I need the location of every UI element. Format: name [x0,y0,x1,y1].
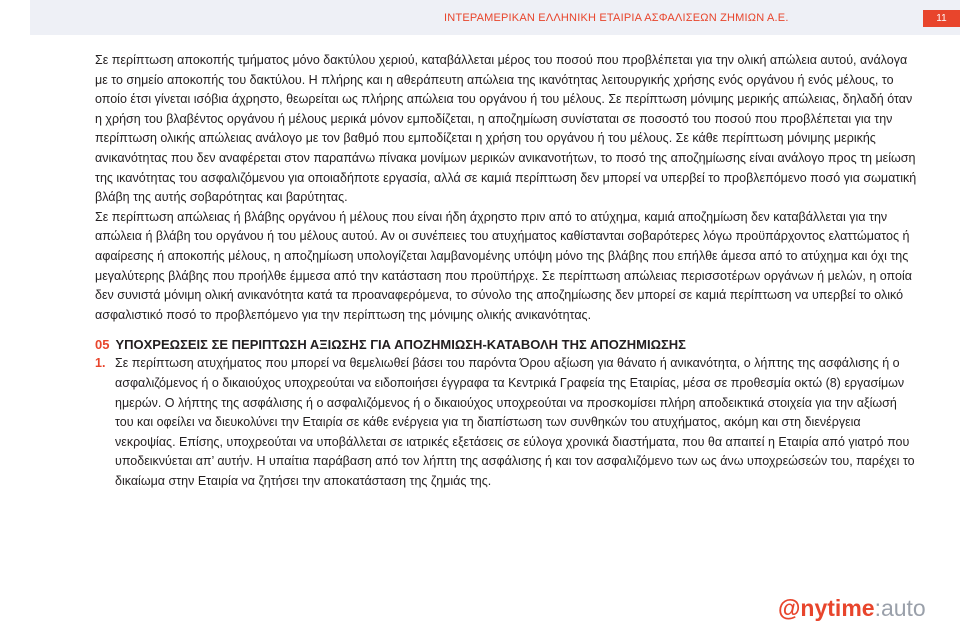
logo-brand: @nytime [778,595,875,621]
list-item-number: 1. [95,356,106,371]
logo-suffix: :auto [874,595,926,621]
company-name: ΙΝΤΕΡΑΜΕΡΙΚΑΝ ΕΛΛΗΝΙΚΗ ΕΤΑΙΡΙΑ ΑΣΦΑΛΙΣΕΩΝ ΖΗΜΙΩΝ Α.Ε. [444,12,789,24]
page-number-badge: 11 [923,10,960,27]
body-paragraph: Σε περίπτωση αποκοπής τμήματος μόνο δακτύλου χεριού, καταβάλλεται μέρος του ποσού που προβλέπεται για την ολική απώλεια αυτού, ανάλογα με το σημείο αποκοπής του δακτύλου. Η πλήρης και η αθεράπευτη απώλεια της ικανότητας λειτουργικής χρήσης ενός οργάνου ή ενός μέλους, το οποίο έτσι γίνεται ισόβια άχρηστο, θεωρείται ως πλήρης απώλεια του οργάνου ή του μέλους. Σε περίπτωση μόνιμης μερικής απώλειας, δηλαδή όταν η χρήση του βλαβέντος οργάνου ή μέλους μερικά μόνον εμποδίζεται, η αποζημίωση συνίσταται σε ποσοστό του ποσού που προβλέπεται για την περίπτωση ολικής απώλειας ανάλογο με τον βαθμό που εμποδίζεται η χρήση του οργάνου ή του μέλους. Σε κάθε περίπτωση μόνιμης μερικής ανικανότητας που δεν αναφέρεται στον παραπάνω πίνακα μονίμων μερικών ανικανοτήτων, το ποσό της αποζημίωσης είναι ανάλογο προς τη μείωση της ικανότητας του ασφαλιζόμενου για οποιαδήποτε εργασία, αλλά σε καμιά περίπτωση δεν μπορεί να υπερβεί το προβλεπόμενο ποσό για σωματική βλάβη της αυτής σοβαρότητας και βαρύτητας. [95,53,917,205]
section-number: 05 [95,337,110,353]
section-heading [95,335,917,354]
document-content [95,51,917,491]
list-item-text: Σε περίπτωση ατυχήματος που μπορεί να θεμελιωθεί βάσει του παρόντα Όρου αξίωση για θάνατο ή ανικανότητα, ο λήπτης της ασφάλισης ή ο ασφαλιζόμενος ή ο δικαιούχος υποχρεούται να ειδοποιήσει έγγραφα τα Κεντρικά Γραφεία της Εταιρίας, μέσα σε προθεσμία οκτώ (8) εργασίμων ημερών. Ο λήπτης της ασφάλισης ή ο ασφαλιζόμενος ή ο δικαιούχος υποχρεούται να προσκομίσει πλήρη αποδεικτικά στοιχεία για την αξίωσή του και οφείλει να διευκολύνει την Εταιρία σε κάθε ενέργεια για τη διαπίστωση των συνθηκών του ατυχήματος, ακόμη και στη διενέργεια νεκροψίας. Επίσης, υποχρεούται να υποβάλλεται σε ιατρικές εξετάσεις σε εύλογα χρονικά διαστήματα, που θα απαιτεί η Εταιρία από γιατρό που υποδεικνύεται απ’ αυτήν. Η υπαίτια παράβαση από τον λήπτη της ασφάλισης ή και τον ασφαλιζόμενο των ως άνω υποχρεώσεών του, παρέχει το δικαίωμα στην Εταιρία να ζητήσει την αποκατάσταση της ζημιάς της. [115,356,915,488]
body-paragraph: Σε περίπτωση απώλειας ή βλάβης οργάνου ή μέλους που είναι ήδη άχρηστο πριν από το ατύχημα, καμιά αποζημίωση δεν καταβάλλεται για την απώλεια ή βλάβη του οργάνου ή του μέλους αυτού. Αν οι συνέπειες του ατυχήματος καθίστανται σοβαρότερες λόγω προϋπάρχοντος ελαττώματος ή αφαίρεσης ή αποκοπής μέλους, η αποζημίωση υπολογίζεται λαμβανομένης υπόψη μόνο της βλάβης που επήλθε άμεσα από το ατύχημα και όχι της μεγαλύτερης βλάβης που προήλθε έμμεσα από την κατάσταση που προϋπήρχε. Σε περίπτωση απώλειας περισσοτέρων οργάνων ή μελών, η οποία δεν συνιστά μόνιμη ολική ανικανότητα κατά τα προαναφερόμενα, το σύνολο της αποζημίωσης δεν μπορεί σε καμιά περίπτωση να υπερβεί το ολικό ασφαλιστικό ποσό το προβλεπόμενο για την περίπτωση της μόνιμης ολικής ανικανότητας. [95,209,912,322]
anytime-auto-logo [778,595,926,621]
list-item [95,354,917,491]
section-title: ΥΠΟΧΡΕΩΣΕΙΣ ΣΕ ΠΕΡΙΠΤΩΣΗ ΑΞΙΩΣΗΣ ΓΙΑ ΑΠΟΖΗΜΙΩΣΗ-ΚΑΤΑΒΟΛΗ ΤΗΣ ΑΠΟΖΗΜΙΩΣΗΣ [115,337,686,353]
